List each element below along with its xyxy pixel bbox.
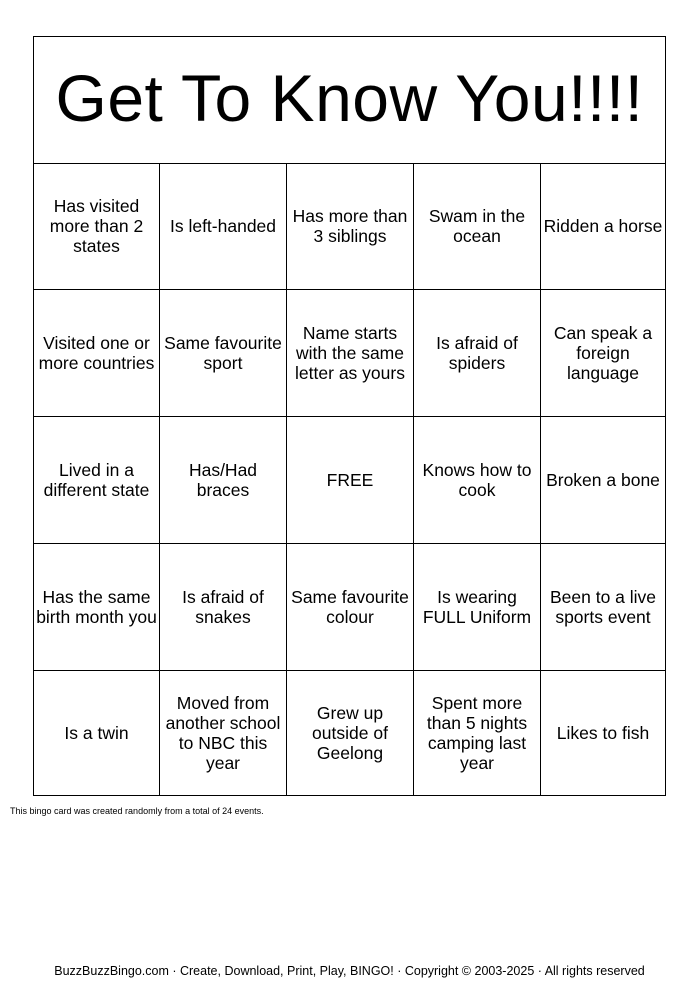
bingo-cell	[541, 544, 665, 671]
cell-text: Spent more than 5 nights camping last year	[426, 693, 528, 773]
cell-text: Broken a bone	[546, 470, 660, 490]
bingo-cell	[541, 417, 665, 544]
cell-text: Knows how to cook	[422, 460, 532, 500]
cell-text: Can speak a foreign language	[553, 323, 653, 383]
bingo-cell	[287, 290, 414, 417]
bingo-cell	[414, 671, 541, 795]
free-space-text: FREE	[326, 470, 374, 490]
cell-text: Has/Had braces	[188, 460, 258, 500]
cell-text: Has the same birth month you	[36, 587, 157, 627]
free-space-cell	[287, 417, 414, 544]
bingo-card	[33, 36, 666, 796]
cell-text: Has more than 3 siblings	[292, 206, 408, 246]
bingo-cell	[287, 671, 414, 795]
cell-text: Name starts with the same letter as yours	[295, 323, 405, 383]
cell-text: Is left-handed	[169, 216, 277, 236]
cell-text: Is afraid of spiders	[436, 333, 518, 373]
card-title: Get To Know You!!!!	[55, 61, 644, 135]
cell-text: Is wearing FULL Uniform	[422, 587, 532, 627]
bingo-cell	[160, 417, 287, 544]
cell-text: Is a twin	[64, 723, 129, 743]
cell-text: Swam in the ocean	[428, 206, 526, 246]
bingo-cell	[541, 290, 665, 417]
bingo-cell	[34, 417, 160, 544]
cell-text: Same favourite sport	[164, 333, 282, 373]
bingo-cell	[34, 290, 160, 417]
bingo-cell	[34, 163, 160, 290]
bingo-cell	[160, 290, 287, 417]
cell-text: Ridden a horse	[543, 216, 663, 236]
cell-text: Visited one or more countries	[38, 333, 155, 373]
bingo-cell	[160, 544, 287, 671]
bingo-grid	[34, 163, 665, 795]
cell-text: Has visited more than 2 states	[49, 196, 144, 256]
bingo-cell	[541, 163, 665, 290]
generation-note: This bingo card was created randomly from a total of 24 events.	[10, 806, 264, 816]
bingo-cell	[414, 417, 541, 544]
cell-text: Been to a live sports event	[549, 587, 657, 627]
bingo-cell	[414, 290, 541, 417]
bingo-cell	[287, 163, 414, 290]
bingo-cell	[160, 163, 287, 290]
cell-text: Is afraid of snakes	[182, 587, 264, 627]
bingo-cell	[541, 671, 665, 795]
footer-copyright: BuzzBuzzBingo.com · Create, Download, Print, Play, BINGO! · Copyright © 2003-2025 · All rights reserved	[54, 964, 645, 978]
bingo-cell	[34, 671, 160, 795]
cell-text: Lived in a different state	[43, 460, 150, 500]
title-cell	[34, 37, 665, 164]
bingo-cell	[414, 544, 541, 671]
cell-text: Moved from another school to NBC this year	[165, 693, 281, 773]
bingo-cell	[160, 671, 287, 795]
bingo-cell	[414, 163, 541, 290]
bingo-cell	[34, 544, 160, 671]
cell-text: Same favourite colour	[291, 587, 409, 627]
cell-text: Likes to fish	[556, 723, 650, 743]
cell-text: Grew up outside of Geelong	[312, 703, 388, 763]
bingo-cell	[287, 544, 414, 671]
